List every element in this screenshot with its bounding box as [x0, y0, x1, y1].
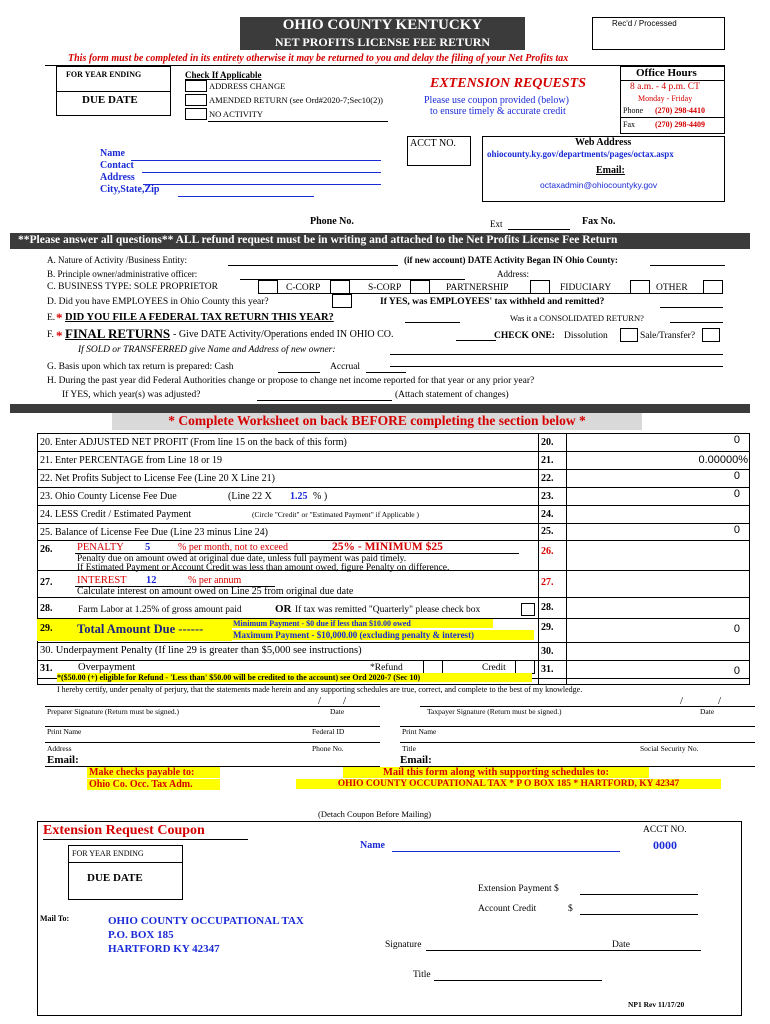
s-corp-checkbox[interactable]	[410, 280, 430, 294]
account-credit-field[interactable]	[580, 914, 698, 915]
partnership-checkbox[interactable]	[530, 280, 550, 294]
coupon-title: Extension Request Coupon	[43, 823, 205, 838]
email-label-2: Email:	[400, 754, 432, 766]
email-label-1: Email:	[47, 754, 79, 766]
line-27-note: Calculate interest on amount owed on Line 25 from original due date	[77, 586, 354, 597]
office-fax: (270) 298-4409	[655, 120, 705, 129]
line-31-note: *($50.00 (+) eligible for Refund - 'Less than' $50.00 will be credited to the account) see Ord 2020-7 (Sec 10)	[57, 673, 532, 682]
line-31-value[interactable]: 0	[733, 665, 740, 677]
line-20-label: 20. Enter ADJUSTED NET PROFIT (From line 15 on the back of this form)	[40, 437, 347, 448]
employees-yes-checkbox[interactable]	[332, 294, 352, 308]
refund-checkbox[interactable]	[423, 660, 443, 674]
city-state-zip-field[interactable]	[178, 196, 314, 197]
final-returns-label: FINAL RETURNS	[65, 326, 171, 341]
other-label: OTHER	[656, 283, 688, 293]
line-27-num: 27.	[40, 577, 53, 588]
line-24-label: 24. LESS Credit / Estimated Payment	[40, 509, 192, 520]
coupon-due-date: DUE DATE	[87, 872, 143, 884]
city-state-zip-label: City,State,Zip	[100, 184, 160, 195]
phone-no-label-sig: Phone No.	[312, 744, 344, 753]
web-address-link[interactable]: ohiocounty.ky.gov/departments/pages/octax.aspx	[487, 149, 674, 159]
no-activity-label: NO ACTIVITY	[209, 109, 264, 119]
c-corp-checkbox[interactable]	[330, 280, 350, 294]
question-e-star: *	[56, 310, 63, 325]
print-name-label-1: Print Name	[47, 727, 82, 736]
federal-id-label: Federal ID	[312, 727, 345, 736]
slash-4: /	[718, 695, 722, 707]
web-address-title: Web Address	[575, 137, 632, 148]
line-29-value[interactable]: 0	[733, 623, 740, 635]
name-label: Name	[100, 148, 125, 159]
line-26-max: 25% - MINIMUM $25	[332, 541, 443, 553]
line-23-formula-end: % )	[313, 491, 328, 502]
dissolution-checkbox[interactable]	[620, 328, 638, 342]
line-31-label: Overpayment	[78, 662, 136, 673]
fax-label: Fax	[623, 120, 635, 129]
form-title: OHIO COUNTY KENTUCKY	[282, 17, 483, 33]
c-corp-label: C-CORP	[286, 283, 321, 293]
line-29-max: Maximum Payment - $10,000.00 (excluding penalty & interest)	[231, 630, 534, 640]
phone-no-label: Phone No.	[310, 216, 354, 227]
address-label-sig: Address	[47, 744, 72, 753]
line-28-quarterly: If tax was remitted "Quarterly" please check box	[295, 605, 481, 615]
line-26-num: 26.	[40, 544, 53, 555]
address-change-checkbox[interactable]	[185, 80, 207, 92]
partnership-label: PARTNERSHIP	[446, 283, 509, 293]
line-23-rate[interactable]: 1.25	[290, 491, 308, 502]
coupon-acct-value: 0000	[653, 838, 677, 852]
checks-payable-2: Ohio Co. Occ. Tax Adm.	[87, 779, 220, 790]
office-hours-title: Office Hours	[636, 67, 697, 79]
mail-form-2: OHIO COUNTY OCCUPATIONAL TAX * P O BOX 185 * HARTFORD, KY 42347	[296, 779, 721, 789]
detach-instruction: (Detach Coupon Before Mailing)	[318, 809, 432, 819]
mail-to-label: Mail To:	[40, 914, 70, 923]
line-21-number: 21.	[541, 455, 554, 466]
office-hours-time: 8 a.m. - 4 p.m. CT	[630, 82, 700, 92]
ext-field[interactable]	[508, 229, 570, 230]
accrual-label: Accrual	[330, 362, 361, 372]
question-e-right: Was it a CONSOLIDATED RETURN?	[510, 313, 644, 323]
other-checkbox[interactable]	[703, 280, 723, 294]
line-23-number: 23.	[541, 491, 554, 502]
title-label-sig: Title	[402, 744, 416, 753]
check-if-applicable: Check If Applicable	[185, 70, 262, 80]
line-23-formula: (Line 22 X	[228, 491, 272, 502]
taxpayer-signature-label: Taxpayer Signature (Return must be signed.)	[427, 707, 562, 716]
worksheet-banner-bar	[10, 404, 750, 413]
line-26-note1: Penalty due on amount owed at original due date, unless full payment was paid timely.	[77, 554, 407, 564]
taxpayer-date-label: Date	[700, 707, 715, 716]
print-name-label-2: Print Name	[402, 727, 437, 736]
credit-label: Credit	[482, 663, 506, 673]
slash-3: /	[680, 695, 684, 707]
coupon-signature-label: Signature	[385, 940, 422, 950]
perjury-statement: I hereby certify, under penalty of perjury, that the statements made herein and any supporting schedules are true, correct, and complete to the best of my knowledge.	[57, 685, 583, 694]
line-28-text: Farm Labor at 1.25% of gross amount paid	[78, 605, 242, 615]
s-corp-label: S-CORP	[368, 283, 402, 293]
revision-label: NP1 Rev 11/17/20	[628, 1000, 685, 1009]
question-b-right: Address:	[497, 269, 529, 279]
mail-form-1: Mail this form along with supporting schedules to:	[343, 767, 649, 778]
line-29-num: 29.	[40, 623, 53, 634]
office-phone: (270) 298-4410	[655, 106, 705, 115]
warning-text: This form must be completed in its entirety otherwise it may be returned to you and delay the filing of your Net Profits tax	[68, 53, 569, 64]
extension-payment-label: Extension Payment $	[478, 884, 559, 894]
line-23-value[interactable]: 0	[733, 488, 740, 500]
coupon-name-field[interactable]	[392, 851, 620, 852]
question-g: G. Basis upon which tax return is prepared: Cash	[47, 362, 234, 372]
slash-1: /	[318, 695, 322, 707]
question-d: D. Did you have EMPLOYEES in Ohio County this year?	[47, 297, 269, 307]
extension-requests-title: EXTENSION REQUESTS	[430, 76, 586, 91]
checks-payable-1: Make checks payable to:	[87, 767, 220, 778]
line-24-number: 24.	[541, 509, 554, 520]
account-credit-label: Account Credit	[478, 904, 537, 914]
credit-checkbox[interactable]	[515, 660, 535, 674]
question-f-star: *	[56, 328, 63, 343]
ssn-label: Social Security No.	[640, 744, 699, 753]
email-link[interactable]: octaxadmin@ohiocountyky.gov	[540, 180, 658, 190]
address-change-label: ADDRESS CHANGE	[209, 81, 286, 91]
line-25-label: 25. Balance of License Fee Due (Line 23 minus Line 24)	[40, 527, 268, 538]
line-26-penalty: PENALTY	[77, 542, 124, 553]
question-f: - Give DATE Activity/Operations ended IN OHIO CO.	[173, 329, 394, 340]
mail-to-line2: P.O. BOX 185	[108, 929, 174, 941]
line-25-value[interactable]: 0	[733, 524, 740, 536]
line-28-number: 28.	[541, 602, 554, 613]
line-27-interest: INTEREST	[77, 575, 127, 586]
coupon-signature-field[interactable]	[426, 950, 701, 951]
preparer-date-label: Date	[330, 707, 345, 716]
coupon-for-year-ending: FOR YEAR ENDING	[72, 849, 144, 858]
questions-banner: **Please answer all questions** ALL refund request must be in writing and attached to the Net Profits License Fee Return	[10, 233, 750, 249]
line-31-number: 31.	[541, 664, 554, 675]
preparer-signature-label: Preparer Signature (Return must be signed.)	[47, 707, 180, 716]
sole-proprietor-checkbox[interactable]	[258, 280, 278, 294]
for-year-ending-label: FOR YEAR ENDING	[66, 70, 142, 79]
line-28-or: OR	[275, 603, 292, 615]
question-e: DID YOU FILE A FEDERAL TAX RETURN THIS YEAR?	[65, 312, 334, 323]
question-a: A. Nature of Activity /Business Entity:	[47, 255, 187, 265]
question-h2-right: (Attach statement of changes)	[395, 390, 509, 400]
coupon-date-label: Date	[612, 940, 630, 950]
extension-line2: to ensure timely & accurate credit	[430, 106, 566, 117]
line-31-num: 31.	[40, 663, 53, 674]
question-h2: If YES, which year(s) was adjusted?	[62, 390, 201, 400]
coupon-title-field[interactable]	[434, 980, 602, 981]
extension-line1: Please use coupon provided (below)	[424, 95, 569, 106]
line-29-number: 29.	[541, 622, 554, 633]
contact-field[interactable]	[142, 172, 381, 173]
due-date-label: DUE DATE	[82, 94, 138, 106]
line-29-min: Minimum Payment - $0 due if less than $10.00 owed	[231, 619, 493, 628]
line-29-label: Total Amount Due ------	[77, 622, 204, 636]
extension-payment-field[interactable]	[580, 894, 698, 895]
dissolution-label: Dissolution	[564, 331, 608, 341]
amended-return-label: AMENDED RETURN (see Ord#2020-7;Sec10(2))	[209, 95, 383, 105]
amended-return-checkbox[interactable]	[185, 94, 207, 106]
line-22-label: 22. Net Profits Subject to License Fee (Line 20 X Line 21)	[40, 473, 275, 484]
question-a-right: (if new account) DATE Activity Began IN Ohio County:	[404, 255, 618, 265]
if-sold-label: If SOLD or TRANSFERRED give Name and Address of new owner:	[78, 345, 336, 355]
sale-transfer-checkbox[interactable]	[702, 328, 720, 342]
coupon-acct-no-label: ACCT NO.	[643, 825, 687, 835]
line-28-num: 28.	[40, 603, 53, 614]
sale-transfer-label: Sale/Transfer?	[640, 331, 696, 341]
coupon-title-label: Title	[413, 970, 431, 980]
address-field[interactable]	[143, 184, 381, 185]
account-credit-dollar: $	[568, 904, 573, 914]
question-h: H. During the past year did Federal Authorities change or propose to change net income reported for that year or any prior year?	[47, 376, 535, 386]
question-b: B. Principle owner/administrative officer:	[47, 269, 198, 279]
line-21-label: 21. Enter PERCENTAGE from Line 18 or 19	[40, 455, 222, 466]
refund-label: *Refund	[370, 663, 403, 673]
acct-no-label: ACCT NO.	[410, 138, 456, 149]
email-title: Email:	[596, 165, 625, 176]
form-subtitle: NET PROFITS LICENSE FEE RETURN	[274, 35, 491, 49]
name-field[interactable]	[131, 160, 381, 161]
line-27-text: % per annum	[188, 575, 242, 586]
line-22-value[interactable]: 0	[733, 470, 740, 482]
slash-2: /	[343, 695, 347, 707]
line-26-number: 26.	[541, 546, 554, 557]
line-26-text: % per month, not to exceed	[178, 542, 288, 553]
fiduciary-checkbox[interactable]	[630, 280, 650, 294]
line-26-note2: If Estimated Payment or Account Credit was less than amount owed, figure Penalty on difference.	[77, 563, 450, 573]
coupon-name-label: Name	[360, 840, 385, 851]
quarterly-checkbox[interactable]	[521, 603, 535, 616]
no-activity-checkbox[interactable]	[185, 108, 207, 120]
line-20-value[interactable]: 0	[733, 434, 740, 446]
line-24-note: (Circle "Credit" or "Estimated Payment" if Applicable )	[252, 510, 419, 519]
worksheet-banner: * Complete Worksheet on back BEFORE completing the section below *	[112, 413, 642, 430]
line-22-number: 22.	[541, 473, 554, 484]
line-20-number: 20.	[541, 437, 554, 448]
check-one-label: CHECK ONE:	[494, 331, 555, 341]
line-21-value[interactable]: 0.00000%	[698, 454, 748, 466]
contact-label: Contact	[100, 160, 134, 171]
question-d-right: If YES, was EMPLOYEES' tax withheld and remitted?	[380, 297, 605, 307]
recd-processed-label: Rec'd / Processed	[612, 19, 677, 28]
line-23-label: 23. Ohio County License Fee Due	[40, 491, 177, 502]
line-25-number: 25.	[541, 526, 554, 537]
line-30-number: 30.	[541, 646, 554, 657]
ext-label: Ext	[490, 219, 503, 229]
fiduciary-label: FIDUCIARY	[560, 283, 612, 293]
mail-to-line3: HARTFORD KY 42347	[108, 943, 220, 955]
line-30-label: 30. Underpayment Penalty (If line 29 is greater than $5,000 see instructions)	[40, 645, 362, 656]
fax-no-label: Fax No.	[582, 216, 616, 227]
line-27-rate[interactable]: 12	[146, 575, 157, 586]
line-26-rate[interactable]: 5	[145, 542, 151, 553]
office-hours-days: Monday - Friday	[638, 94, 693, 103]
question-c: C. BUSINESS TYPE: SOLE PROPRIETOR	[47, 282, 218, 292]
address-label: Address	[100, 172, 135, 183]
phone-label: Phone	[623, 106, 643, 115]
line-27-number: 27.	[541, 577, 554, 588]
mail-to-line1: OHIO COUNTY OCCUPATIONAL TAX	[108, 915, 304, 927]
